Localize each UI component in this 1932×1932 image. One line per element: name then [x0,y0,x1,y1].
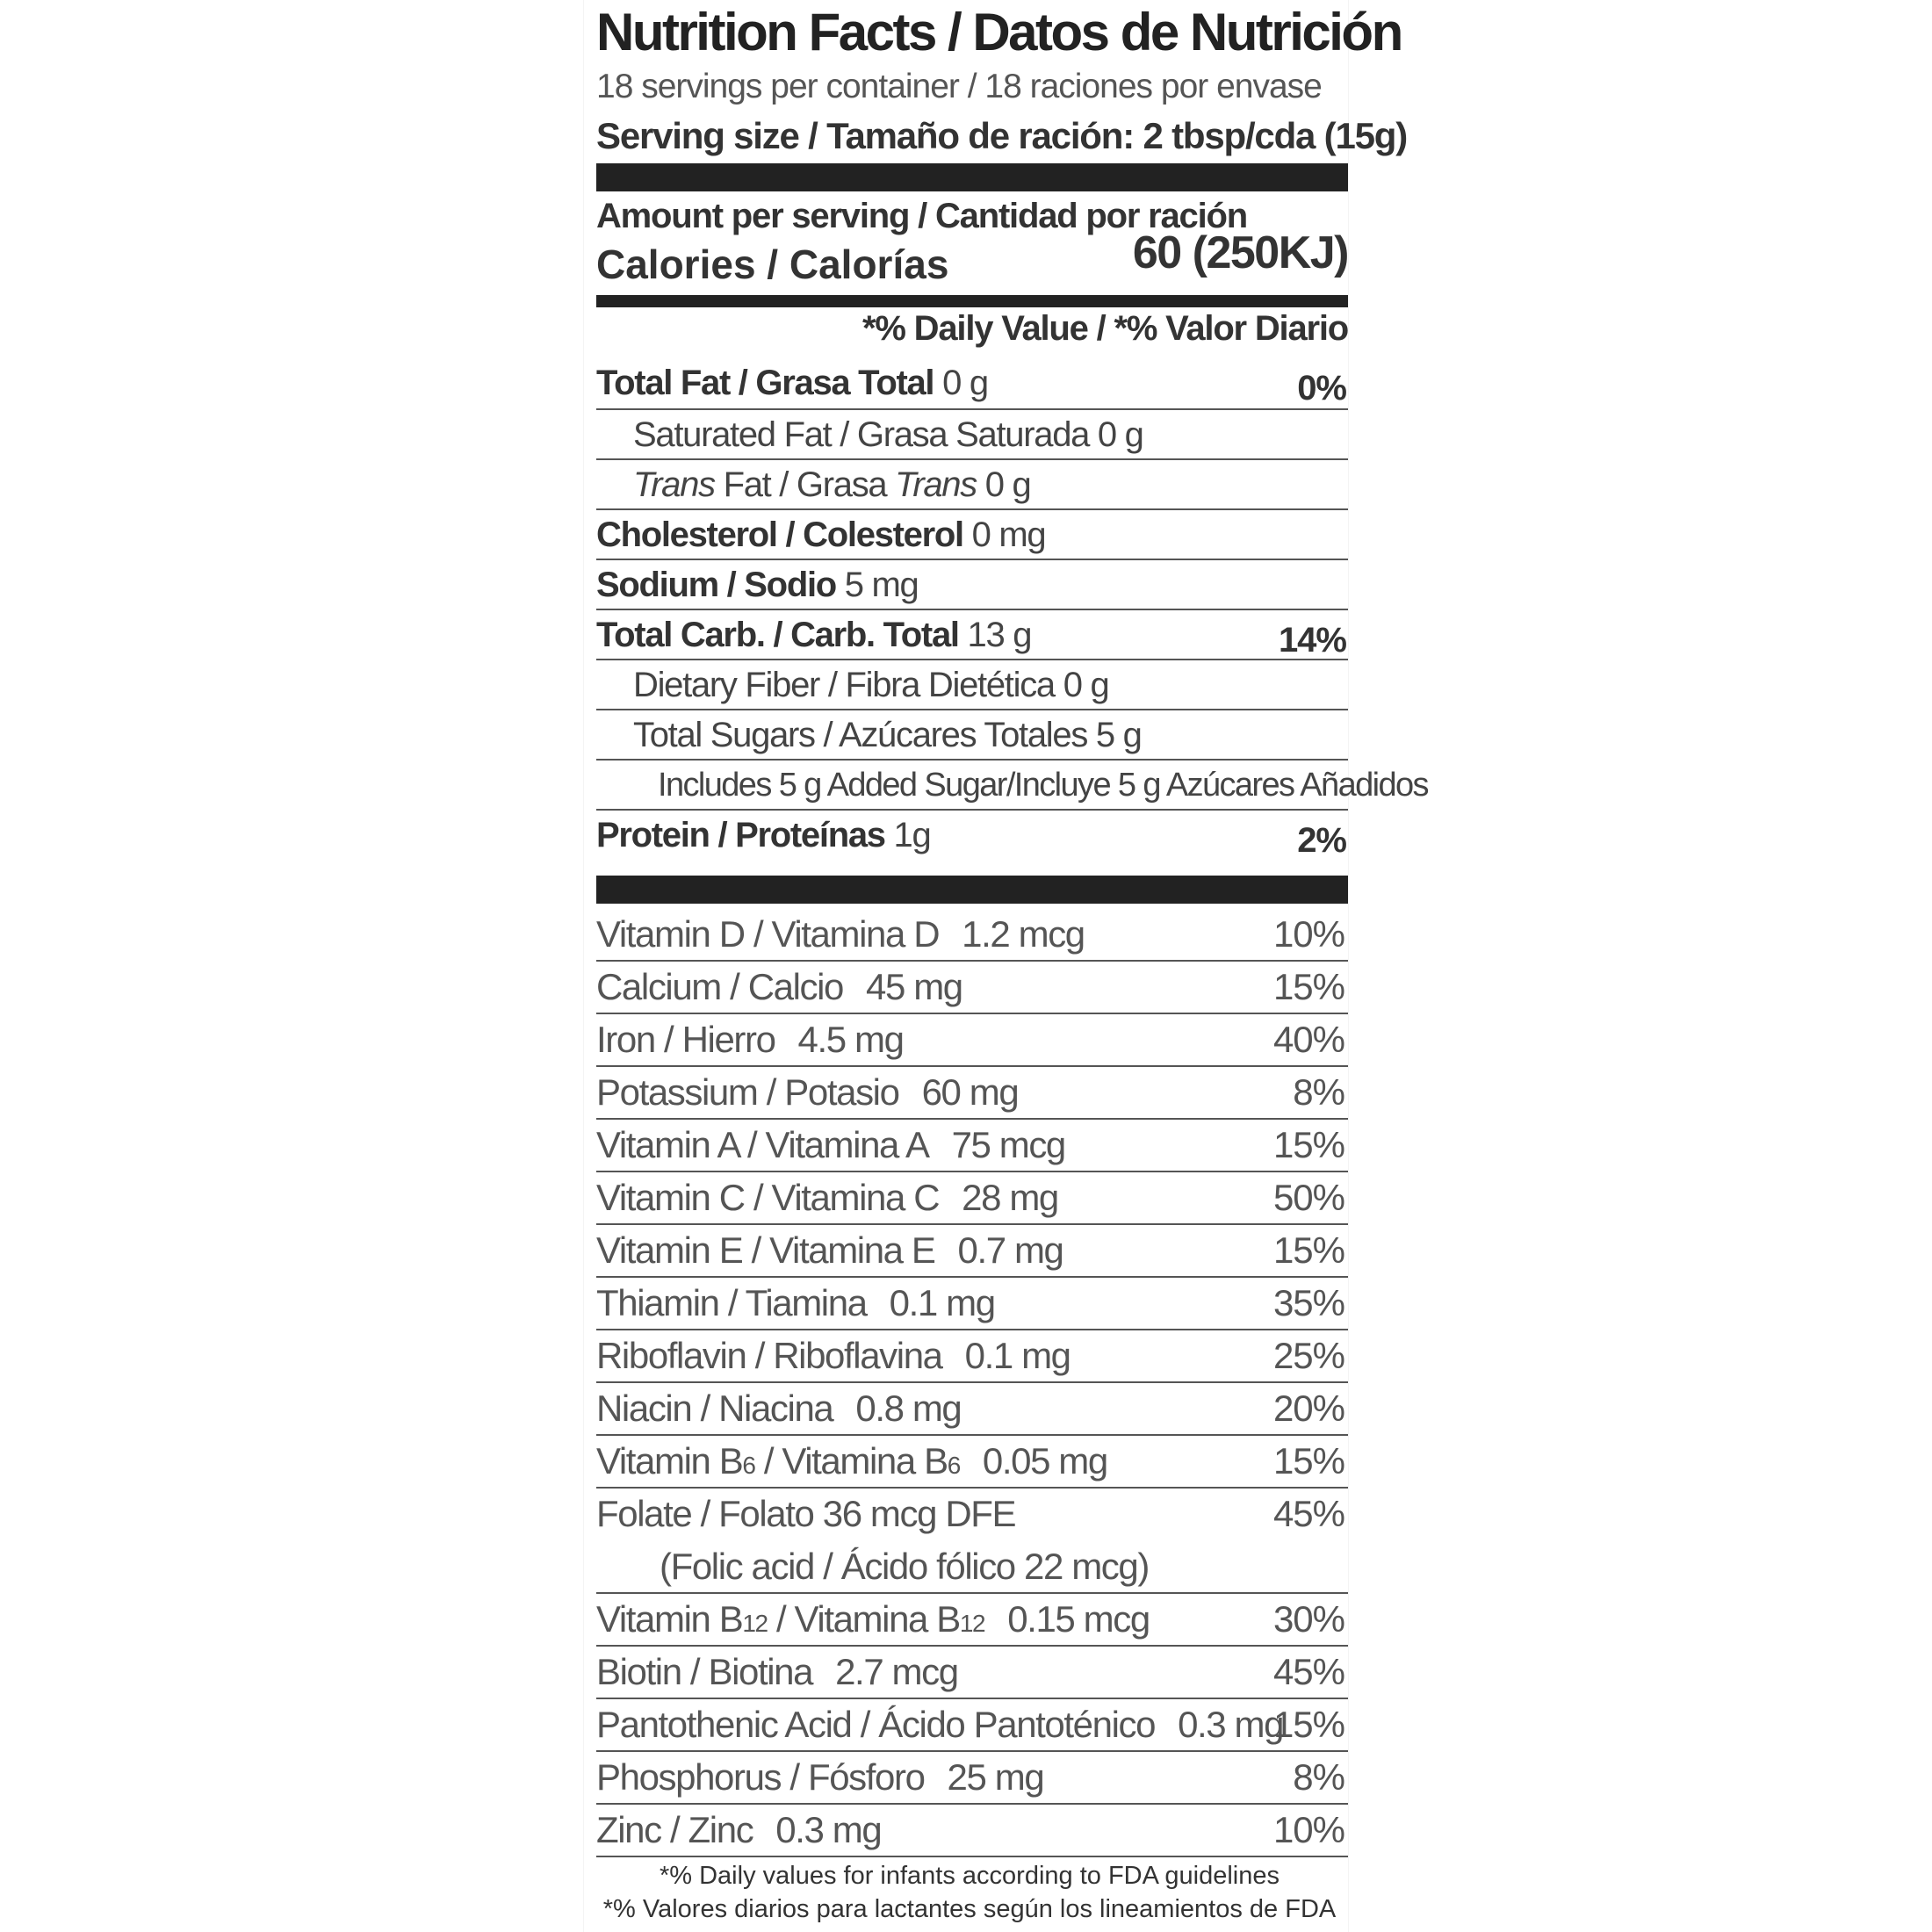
vitamin-amount: 1.2 mcg [962,913,1085,955]
vitamin-amount: 0.1 mg [889,1282,995,1323]
nutrient-row-total-carb [596,609,1348,659]
nutrient-label: Total Fat / Grasa Total [596,364,934,402]
vitamin-row [596,1699,1348,1752]
nutrition-label [584,0,1428,1932]
nutrient-row-total-fat [596,358,1348,408]
vitamin-amount: 0.05 mg [982,1440,1107,1481]
daily-value-header: *% Daily Value / *% Valor Diario [862,309,1348,348]
nutrient-dv: 2% [1297,821,1346,860]
vitamin-amount: 45 mg [866,966,962,1007]
vitamin-label: Vitamin B [596,1440,743,1481]
vitamin-dv: 10% [1272,913,1344,955]
nutrient-row-trans-fat [596,458,1348,508]
nutrient-dv: 14% [1278,621,1346,660]
vitamin-amount: 75 mcg [951,1124,1065,1165]
nutrient-dv: 0% [1297,369,1346,407]
vitamin-dv: 8% [1293,1071,1344,1113]
vitamin-dv: 50% [1272,1177,1344,1218]
vitamin-label: Vitamin A / Vitamina A [596,1124,929,1165]
vitamin-label: Potassium / Potasio [596,1071,899,1113]
vitamin-row-folate [596,1489,1348,1594]
nutrient-row-dietary-fiber [596,659,1348,709]
footnote-english: *% Daily values for infants according to FDA guidelines [659,1862,1280,1890]
vitamin-label: Folate / Folato 36 mcg DFE [596,1493,1016,1534]
medium-divider [596,295,1348,307]
nutrient-label: Dietary Fiber / Fibra Dietética [633,666,1055,704]
vitamin-subscript: 12 [959,1610,985,1637]
calories-label: Calories / Calorías [596,242,949,287]
vitamin-rows [596,909,1348,1857]
vitamin-subscript: 12 [742,1610,768,1637]
vitamin-dv: 45% [1272,1493,1344,1534]
nutrient-label: Sodium / Sodio [596,566,836,604]
nutrient-row-cholesterol [596,508,1348,559]
servings-per-container: 18 servings per container / 18 raciones por envase [596,68,1322,105]
vitamin-label: Iron / Hierro [596,1019,775,1060]
nutrient-amount: 0 g [1063,666,1109,704]
amount-per-serving: Amount per serving / Cantidad por ración [596,197,1247,235]
vitamin-label: Vitamin C / Vitamina C [596,1177,940,1218]
label-title: Nutrition Facts / Datos de Nutrición [596,3,1402,61]
nutrient-rows [596,358,1428,860]
vitamin-label: Biotin / Biotina [596,1651,813,1692]
vitamin-label: Niacin / Niacina [596,1388,833,1429]
nutrient-row-added-sugars [596,759,1428,809]
vitamin-dv: 15% [1272,1124,1344,1165]
vitamin-dv: 40% [1272,1019,1344,1060]
vitamin-label: Vitamin D / Vitamina D [596,913,940,955]
vitamin-row [596,1172,1348,1225]
vitamin-row [596,1330,1348,1383]
vitamin-amount: 0.15 mcg [1007,1598,1150,1640]
nutrient-label: Protein / Proteínas [596,816,885,854]
serving-size: Serving size / Tamaño de ración: 2 tbsp/cda (15g) [596,115,1408,156]
vitamin-row [596,1278,1348,1330]
vitamin-row [596,1436,1348,1489]
vitamin-dv: 10% [1272,1809,1344,1850]
vitamin-sub-line: (Folic acid / Ácido fólico 22 mcg) [660,1546,1149,1587]
nutrient-amount: 0 g [984,465,1031,504]
vitamin-dv: 25% [1272,1335,1344,1376]
vitamin-row [596,1120,1348,1172]
vitamin-row [596,1594,1348,1647]
vitamin-dv: 35% [1272,1282,1344,1323]
vitamin-subscript: 6 [742,1452,755,1479]
vitamin-row [596,1805,1348,1857]
vitamin-amount: 0.1 mg [964,1335,1071,1376]
nutrient-label-italic: Trans [895,465,977,504]
vitamin-amount: 28 mg [962,1177,1058,1218]
vitamin-row [596,1225,1348,1278]
vitamin-amount: 2.7 mcg [835,1651,958,1692]
footnote-spanish: *% Valores diarios para lactantes según los lineamientos de FDA [602,1895,1337,1923]
nutrient-amount: 0 mg [971,515,1046,554]
vitamin-dv: 15% [1272,1704,1344,1745]
vitamin-label: Phosphorus / Fósforo [596,1756,925,1798]
vitamin-label: Zinc / Zinc [596,1809,753,1850]
vitamin-label: Thiamin / Tiamina [596,1282,867,1323]
vitamin-label: / Vitamina B [754,1440,948,1481]
vitamin-dv: 8% [1293,1756,1344,1798]
vitamin-label: Vitamin B [596,1598,743,1640]
vitamin-label: Riboflavin / Riboflavina [596,1335,942,1376]
nutrient-label: Includes 5 g Added Sugar/Incluye 5 g Azúcares Añadidos [658,767,1428,804]
vitamin-label: Calcium / Calcio [596,966,844,1007]
vitamin-subscript: 6 [947,1452,960,1479]
vitamin-row [596,1383,1348,1436]
thick-divider-top [596,163,1348,191]
nutrient-label: Total Sugars / Azúcares Totales [633,716,1088,754]
nutrient-amount: 1g [893,816,931,854]
nutrient-label: Total Carb. / Carb. Total [596,616,959,654]
vitamin-dv: 45% [1272,1651,1344,1692]
vitamin-dv: 15% [1272,1440,1344,1481]
vitamin-amount: 4.5 mg [797,1019,904,1060]
vitamin-dv: 20% [1272,1388,1344,1429]
thick-divider-bottom [596,876,1348,904]
vitamin-dv: 15% [1272,966,1344,1007]
vitamin-dv: 30% [1272,1598,1344,1640]
vitamin-amount: 0.8 mg [855,1388,962,1429]
vitamin-label: Pantothenic Acid / Ácido Pantoténico [596,1704,1156,1745]
vitamin-row [596,1647,1348,1699]
nutrient-amount: 5 g [1095,716,1142,754]
nutrient-label-italic: Trans [633,465,715,504]
vitamin-amount: 0.7 mg [957,1229,1063,1271]
nutrient-label: Fat / Grasa [714,465,896,504]
vitamin-amount: 0.3 mg [1178,1704,1284,1745]
vitamin-row [596,1752,1348,1805]
vitamin-amount: 0.3 mg [775,1809,882,1850]
nutrient-row-sodium [596,559,1348,609]
nutrient-amount: 0 g [1097,415,1143,454]
nutrient-row-protein [596,809,1348,859]
nutrient-amount: 13 g [967,616,1032,654]
vitamin-label: Vitamin E / Vitamina E [596,1229,935,1271]
vitamin-label: / Vitamina B [767,1598,960,1640]
vitamin-row [596,962,1348,1014]
vitamin-row [596,1067,1348,1120]
vitamin-dv: 15% [1272,1229,1344,1271]
nutrient-label: Cholesterol / Colesterol [596,515,963,554]
nutrient-row-saturated-fat [596,408,1348,458]
nutrient-row-total-sugars [596,709,1348,759]
nutrient-amount: 5 mg [844,566,919,604]
nutrient-label: Saturated Fat / Grasa Saturada [633,415,1090,454]
vitamin-amount: 60 mg [921,1071,1019,1113]
nutrient-amount: 0 g [942,364,988,402]
calories-value: 60 (250KJ) [1132,227,1348,278]
vitamin-row [596,1014,1348,1067]
vitamin-row [596,909,1348,962]
vitamin-amount: 25 mg [947,1756,1044,1798]
